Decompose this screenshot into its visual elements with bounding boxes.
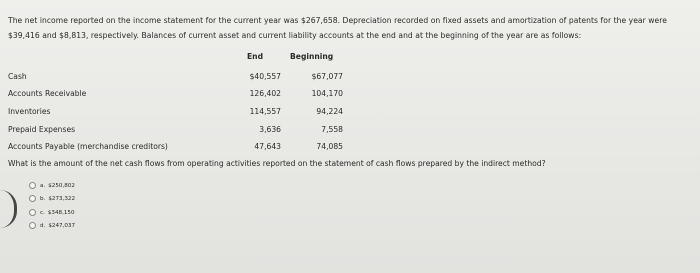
option-value: $273,322 xyxy=(48,195,76,202)
option-b[interactable] xyxy=(29,195,75,202)
option-value: $247,037 xyxy=(48,222,76,229)
radio-button[interactable] xyxy=(29,195,36,202)
option-letter: b. xyxy=(40,195,46,202)
row-label-accounts-receivable: Accounts Receivable xyxy=(8,89,87,98)
inventories-begin-value: 94,224 xyxy=(316,107,343,116)
accounts-payable-begin-value: 74,085 xyxy=(316,142,343,151)
row-label-accounts-payable: Accounts Payable (merchandise creditors) xyxy=(8,142,168,151)
option-letter: d. xyxy=(40,222,46,229)
option-value: $348,150 xyxy=(47,209,75,216)
row-label-prepaid-expenses: Prepaid Expenses xyxy=(8,125,76,134)
problem-statement: The net income reported on the income statement for the current year was $267,658. Depreciation recorded on fixed assets and amortization of patents for the year were $39,416 and $8,813, respectively. Balances of current asset and current liability accounts at the end and at the beginning of the year are as follows: xyxy=(8,16,667,40)
accounts-payable-end-value: 47,643 xyxy=(254,142,281,151)
radio-button[interactable] xyxy=(29,182,36,189)
cash-end-value: $40,557 xyxy=(249,72,281,81)
prepaid-expenses-end-value: 3,636 xyxy=(259,125,281,134)
cash-begin-value: $67,077 xyxy=(311,72,343,81)
option-letter: c. xyxy=(40,209,45,216)
row-label-inventories: Inventories xyxy=(8,107,51,116)
column-header-end: End xyxy=(247,52,264,61)
column-header-beginning: Beginning xyxy=(290,52,334,61)
option-value: $250,802 xyxy=(48,182,75,189)
row-label-cash: Cash xyxy=(8,72,27,81)
option-a[interactable] xyxy=(29,182,75,189)
prepaid-expenses-begin-value: 7,558 xyxy=(321,125,343,134)
radio-button[interactable] xyxy=(29,209,36,216)
selection-bracket-mark xyxy=(0,190,17,228)
accounts-receivable-begin-value: 104,170 xyxy=(311,89,343,98)
option-d[interactable] xyxy=(29,222,75,229)
radio-button[interactable] xyxy=(29,222,36,229)
accounts-receivable-end-value: 126,402 xyxy=(249,89,281,98)
option-letter: a. xyxy=(40,182,46,189)
inventories-end-value: 114,557 xyxy=(249,107,281,116)
option-c[interactable] xyxy=(29,209,75,216)
question-text: What is the amount of the net cash flows from operating activities reported on the statement of cash flows prepared by the indirect method? xyxy=(8,159,546,168)
